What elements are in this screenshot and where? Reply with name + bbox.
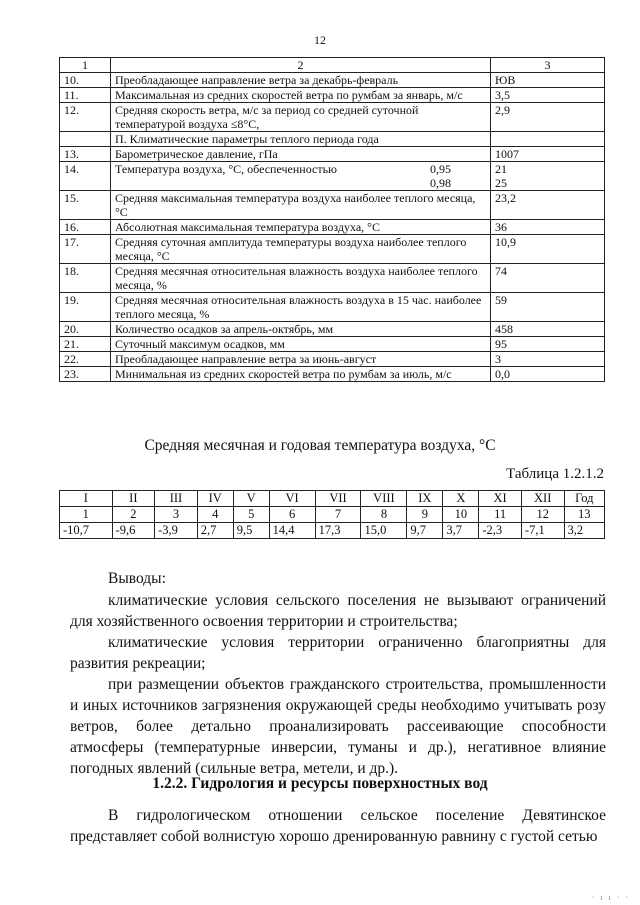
table-row	[60, 337, 605, 352]
column-number-cell: 11	[479, 507, 522, 523]
table-row	[60, 88, 605, 103]
parameter-cell: Преобладающее направление ветра за июнь-август	[111, 352, 491, 367]
month-header-cell: VI	[269, 491, 315, 507]
temperature-value-cell: 3,7	[443, 523, 479, 539]
row-number: 17.	[60, 235, 111, 264]
column-number-cell: 6	[269, 507, 315, 523]
value-cell: 95	[491, 337, 605, 352]
table-row	[60, 132, 605, 147]
table-header-row	[60, 58, 605, 73]
footer-scan-marks: · ı ı · ·	[591, 893, 630, 902]
parameter-cell: Абсолютная максимальная температура воздуха, °С	[111, 220, 491, 235]
temperature-table-caption: Таблица 1.2.1.2	[506, 466, 604, 482]
parameter-cell: Средняя максимальная температура воздуха наиболее теплого месяца, °С	[111, 191, 491, 220]
parameter-cell	[111, 162, 491, 191]
header-cell-1: 1	[60, 58, 111, 73]
table-row	[60, 264, 605, 293]
column-number-cell: 1	[60, 507, 113, 523]
column-number-cell: 8	[361, 507, 407, 523]
row-number: 19.	[60, 293, 111, 322]
temperature-value-cell: 15,0	[361, 523, 407, 539]
temperature-value-cell: 9,5	[233, 523, 269, 539]
column-number-cell: 3	[155, 507, 198, 523]
table-row	[60, 367, 605, 382]
temperature-values-row	[60, 523, 605, 539]
months-row	[60, 491, 605, 507]
month-header-cell: IV	[197, 491, 233, 507]
conclusion-text-2: климатические условия территории ограниченно благоприятны для развития рекреации;	[70, 634, 606, 672]
conclusion-text-3: при размещении объектов гражданского строительства, промышленности и иных источников загрязнения окружающей среды необходимо учитывать розу ветров, более детально проанализировать рассеивающие способности атмосферы (температурные инверсии, туманы и др.), негативное влияние погодных явлений (сильные ветра, метели, и др.).	[70, 676, 606, 777]
column-number-cell: 9	[407, 507, 443, 523]
row-number: 11.	[60, 88, 111, 103]
row-number: 13.	[60, 147, 111, 162]
conclusion-paragraph-1	[70, 590, 606, 632]
value-cell: ЮВ	[491, 73, 605, 88]
value-cell: 10,9	[491, 235, 605, 264]
temperature-table-title: Средняя месячная и годовая температура воздуха, °С	[144, 437, 496, 454]
column-number-cell: 5	[233, 507, 269, 523]
value-cell: 36	[491, 220, 605, 235]
column-number-cell: 4	[197, 507, 233, 523]
table-row	[60, 191, 605, 220]
row-number: 20.	[60, 322, 111, 337]
value-2: 25	[495, 176, 507, 190]
value-1: 21	[495, 162, 507, 176]
page-number: 12	[314, 33, 326, 47]
row-number: 12.	[60, 103, 111, 132]
table-row	[60, 103, 605, 132]
row-number: 14.	[60, 162, 111, 191]
value-cell: 1007	[491, 147, 605, 162]
climate-parameters-table	[59, 57, 605, 382]
month-header-cell: V	[233, 491, 269, 507]
temperature-value-cell: -7,1	[521, 523, 564, 539]
value-cell	[491, 162, 605, 191]
row-number	[60, 132, 111, 147]
header-cell-2: 2	[111, 58, 491, 73]
parameter-cell: Количество осадков за апрель-октябрь, мм	[111, 322, 491, 337]
column-number-cell: 12	[521, 507, 564, 523]
value-cell: 23,2	[491, 191, 605, 220]
column-number-cell: 13	[564, 507, 604, 523]
month-header-cell: XII	[521, 491, 564, 507]
section-heading: 1.2.2. Гидрология и ресурсы поверхностных вод	[152, 775, 488, 792]
value-cell: 3	[491, 352, 605, 367]
month-header-cell: IX	[407, 491, 443, 507]
value-cell: 3,5	[491, 88, 605, 103]
parameter-cell: Преобладающее направление ветра за декабрь-февраль	[111, 73, 491, 88]
probability-1: 0,95	[430, 162, 451, 176]
parameter-cell: Средняя месячная относительная влажность воздуха в 15 час. наиболее теплого месяца, %	[111, 293, 491, 322]
value-cell: 458	[491, 322, 605, 337]
temperature-value-cell: 2,7	[197, 523, 233, 539]
temperature-value-cell: 17,3	[315, 523, 361, 539]
row-number: 21.	[60, 337, 111, 352]
table-row	[60, 352, 605, 367]
table-row	[60, 220, 605, 235]
value-cell: 2,9	[491, 103, 605, 132]
month-header-cell: I	[60, 491, 113, 507]
table-row	[60, 235, 605, 264]
parameter-cell: Средняя месячная относительная влажность воздуха наиболее теплого месяца, %	[111, 264, 491, 293]
conclusion-paragraph-2	[70, 632, 606, 674]
probability-2: 0,98	[430, 176, 451, 190]
value-cell: 59	[491, 293, 605, 322]
temperature-value-cell: 3,2	[564, 523, 604, 539]
row-number: 22.	[60, 352, 111, 367]
temperature-value-cell: -10,7	[60, 523, 113, 539]
temperature-value-cell: -3,9	[155, 523, 198, 539]
table-row	[60, 73, 605, 88]
monthly-temperature-table	[59, 490, 605, 539]
table-row	[60, 147, 605, 162]
value-cell: 74	[491, 264, 605, 293]
parameter-cell: Максимальная из средних скоростей ветра по румбам за январь, м/с	[111, 88, 491, 103]
temperature-value-cell: 14,4	[269, 523, 315, 539]
row-number: 10.	[60, 73, 111, 88]
parameter-cell: Суточный максимум осадков, мм	[111, 337, 491, 352]
parameter-cell: П. Климатические параметры теплого периода года	[111, 132, 491, 147]
table-row	[60, 162, 605, 191]
row-number: 23.	[60, 367, 111, 382]
parameter-cell: Минимальная из средних скоростей ветра по румбам за июль, м/с	[111, 367, 491, 382]
table-row	[60, 293, 605, 322]
column-number-cell: 10	[443, 507, 479, 523]
month-header-cell: X	[443, 491, 479, 507]
parameter-text: Температура воздуха, °С, обеспеченностью	[115, 162, 338, 176]
row-number: 16.	[60, 220, 111, 235]
month-header-cell: VII	[315, 491, 361, 507]
value-cell	[491, 132, 605, 147]
row-number: 15.	[60, 191, 111, 220]
parameter-cell: Средняя скорость ветра, м/с за период со средней суточной температурой воздуха ≤8°С,	[111, 103, 491, 132]
temperature-value-cell: -9,6	[112, 523, 155, 539]
column-number-cell: 7	[315, 507, 361, 523]
month-header-cell: III	[155, 491, 198, 507]
column-number-cell: 2	[112, 507, 155, 523]
row-number: 18.	[60, 264, 111, 293]
month-header-cell: II	[112, 491, 155, 507]
month-header-cell: XI	[479, 491, 522, 507]
header-cell-3: 3	[491, 58, 605, 73]
hydrology-paragraph	[70, 805, 606, 847]
table-row	[60, 322, 605, 337]
conclusion-paragraph-3	[70, 674, 606, 779]
conclusions-label: Выводы:	[108, 570, 166, 587]
conclusion-text-1: климатические условия сельского поселения не вызывают ограничений для хозяйственного освоения территории и строительства;	[70, 592, 606, 630]
value-cell: 0,0	[491, 367, 605, 382]
month-header-cell: Год	[564, 491, 604, 507]
temperature-value-cell: -2,3	[479, 523, 522, 539]
month-header-cell: VIII	[361, 491, 407, 507]
hydrology-text: В гидрологическом отношении сельское поселение Девятинское представляет собой волнистую хорошо дренированную равнину с густой сетью	[70, 807, 606, 845]
column-numbers-row	[60, 507, 605, 523]
temperature-value-cell: 9,7	[407, 523, 443, 539]
parameter-cell: Барометрическое давление, гПа	[111, 147, 491, 162]
parameter-cell: Средняя суточная амплитуда температуры воздуха наиболее теплого месяца, °С	[111, 235, 491, 264]
